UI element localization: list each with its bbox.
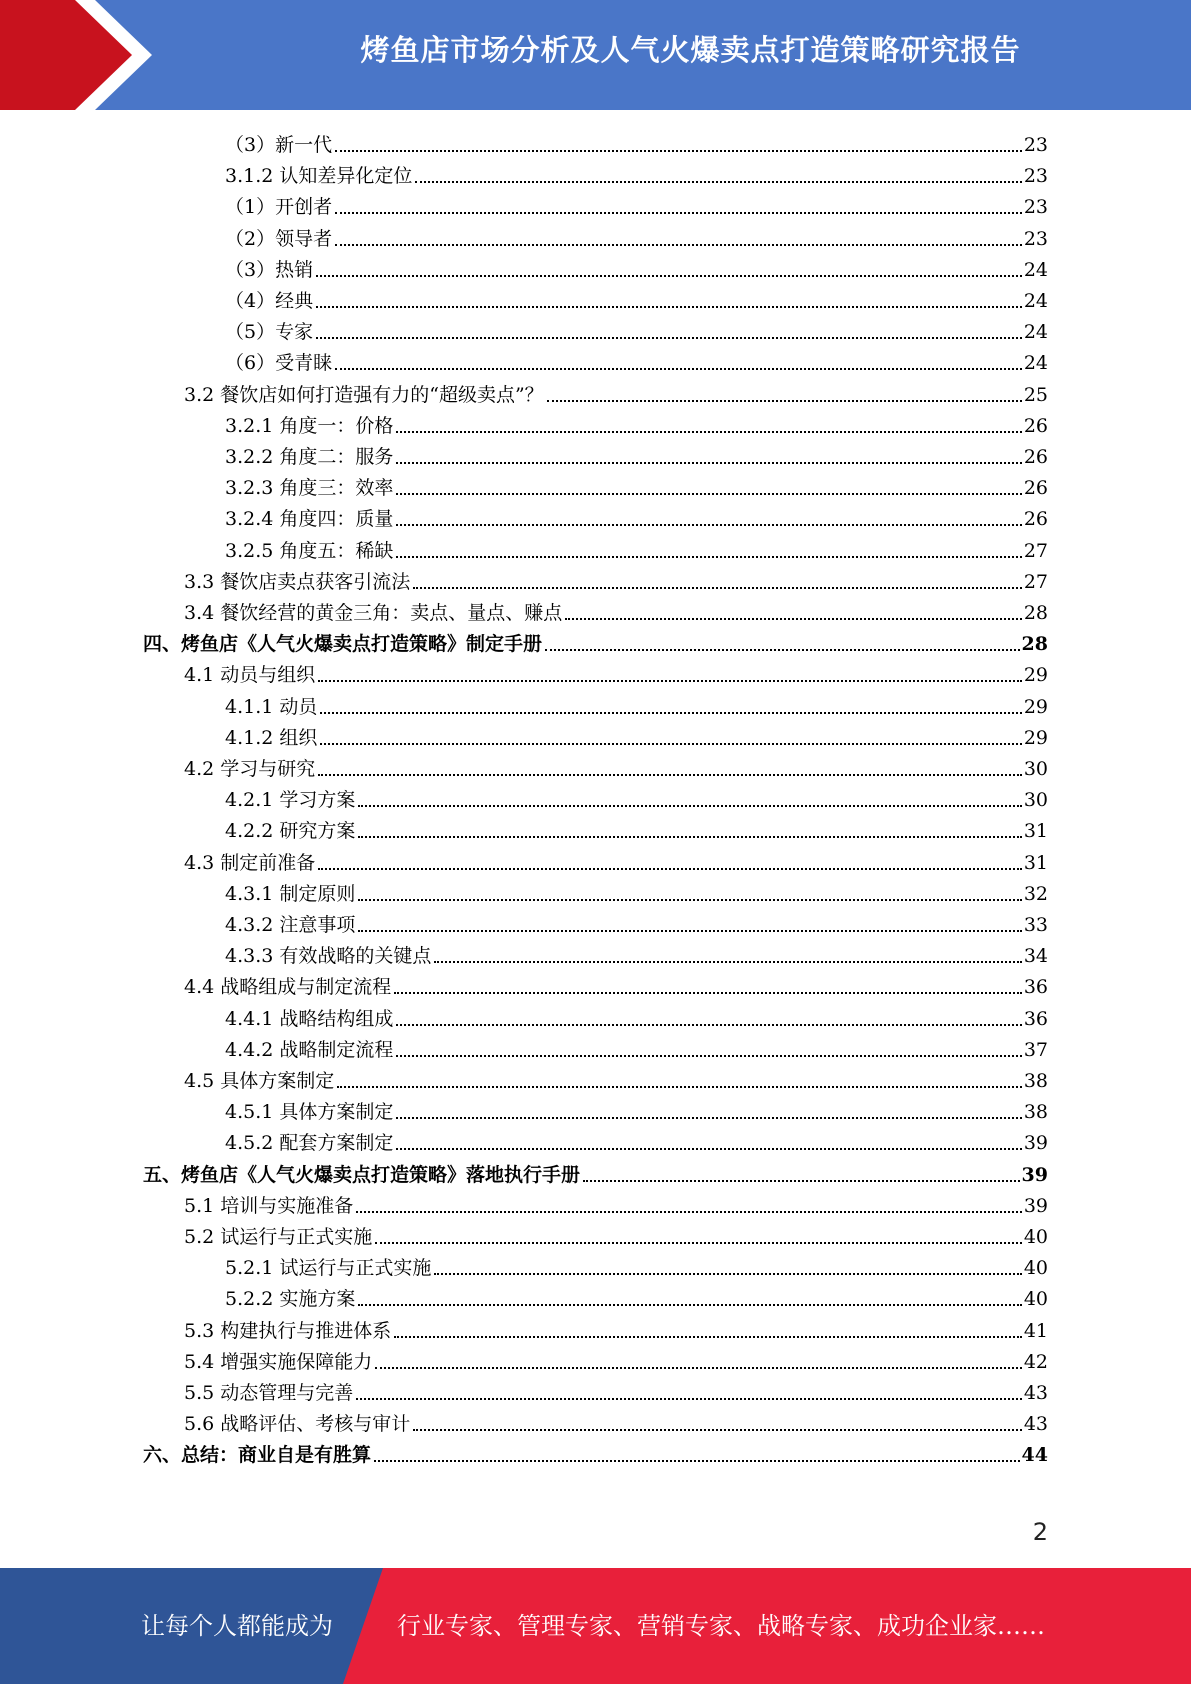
toc-entry-title: 4.3.1 制定原则 — [225, 882, 356, 905]
toc-entry-page: 24 — [1023, 321, 1048, 344]
toc-entry-title: 5.6 战略评估、考核与审计 — [184, 1413, 411, 1436]
toc-entry-title: 4.4.2 战略制定流程 — [225, 1038, 394, 1061]
toc-entry[interactable] — [184, 1374, 1048, 1405]
toc-entry-page: 30 — [1023, 789, 1048, 812]
toc-entry-page: 26 — [1023, 446, 1048, 468]
toc-entry[interactable] — [184, 594, 1048, 625]
toc-entry-title: 四、烤鱼店《人气火爆卖点打造策略》制定手册 — [143, 633, 543, 656]
toc-dot-leader — [434, 960, 1021, 963]
toc-entry-title: 3.3 餐饮店卖点获客引流法 — [184, 570, 411, 593]
toc-entry[interactable] — [184, 1187, 1048, 1218]
toc-entry-page: 39 — [1023, 1194, 1048, 1217]
toc-entry[interactable] — [143, 1436, 1048, 1467]
toc-entry-page: 27 — [1023, 539, 1048, 562]
toc-dot-leader — [375, 1241, 1022, 1244]
toc-entry[interactable] — [225, 906, 1048, 937]
toc-entry-title: 5.5 动态管理与完善 — [184, 1382, 354, 1404]
toc-entry-title: 4.1 动员与组织 — [184, 664, 316, 687]
toc-entry[interactable] — [225, 1093, 1048, 1124]
toc-entry[interactable] — [225, 438, 1048, 469]
toc-dot-leader — [374, 1459, 1020, 1462]
toc-dot-leader — [316, 305, 1022, 308]
toc-entry-page: 36 — [1023, 976, 1048, 999]
toc-entry[interactable] — [225, 875, 1048, 906]
toc-dot-leader — [358, 929, 1021, 932]
toc-entry-page: 24 — [1023, 352, 1048, 375]
toc-dot-leader — [335, 243, 1022, 246]
toc-entry[interactable] — [225, 469, 1048, 500]
toc-dot-leader — [358, 898, 1021, 901]
toc-entry-title: 5.2.1 试运行与正式实施 — [225, 1257, 432, 1280]
toc-entry-title: 3.2.3 角度三：效率 — [225, 477, 394, 500]
toc-entry-page: 43 — [1023, 1382, 1048, 1404]
toc-dot-leader — [396, 523, 1021, 526]
toc-entry[interactable] — [225, 344, 1048, 375]
toc-entry[interactable] — [225, 282, 1048, 313]
toc-entry[interactable] — [225, 313, 1048, 344]
toc-dot-leader — [394, 991, 1022, 994]
toc-entry-page: 29 — [1023, 695, 1048, 718]
toc-entry[interactable] — [225, 251, 1048, 282]
toc-entry[interactable] — [225, 781, 1048, 812]
toc-entry[interactable] — [184, 844, 1048, 875]
toc-entry-page: 23 — [1023, 227, 1048, 250]
toc-entry-title: 4.3.2 注意事项 — [225, 914, 356, 936]
toc-entry-title: （5）专家 — [225, 321, 314, 344]
toc-entry-page: 26 — [1023, 477, 1048, 500]
toc-entry-page: 32 — [1023, 882, 1048, 905]
toc-dot-leader — [396, 461, 1021, 464]
toc-entry-page: 26 — [1023, 414, 1048, 437]
page-footer — [0, 1568, 1191, 1684]
toc-entry[interactable] — [225, 812, 1048, 843]
toc-entry-title: 4.4.1 战略结构组成 — [225, 1007, 394, 1030]
footer-slogan-left: 让每个人都能成为 — [141, 1612, 333, 1640]
toc-entry[interactable] — [225, 937, 1048, 968]
toc-entry-page: 40 — [1023, 1226, 1048, 1248]
toc-entry-page: 40 — [1023, 1257, 1048, 1280]
footer-slogan-right: 行业专家、管理专家、营销专家、战略专家、成功企业家…… — [397, 1612, 1045, 1640]
toc-entry-page: 26 — [1023, 508, 1048, 531]
toc-entry-page: 30 — [1023, 758, 1048, 780]
toc-dot-leader — [318, 679, 1022, 682]
toc-entry-title: 4.3.3 有效战略的关键点 — [225, 945, 432, 968]
toc-entry-page: 29 — [1023, 726, 1048, 749]
toc-dot-leader — [337, 1085, 1022, 1088]
toc-entry-title: 3.2 餐饮店如何打造强有力的“超级卖点”？ — [184, 383, 544, 406]
toc-entry-title: 3.2.1 角度一：价格 — [225, 414, 394, 437]
toc-entry-page: 23 — [1023, 134, 1048, 156]
toc-dot-leader — [394, 1335, 1022, 1338]
toc-entry-page: 33 — [1023, 914, 1048, 936]
toc-entry[interactable] — [225, 500, 1048, 531]
toc-dot-leader — [335, 211, 1022, 214]
toc-dot-leader — [318, 867, 1022, 870]
toc-entry-title: 3.2.5 角度五：稀缺 — [225, 539, 394, 562]
toc-dot-leader — [356, 1210, 1022, 1213]
toc-entry-title: 4.3 制定前准备 — [184, 851, 316, 874]
toc-entry-title: 4.1.2 组织 — [225, 726, 318, 749]
toc-dot-leader — [415, 180, 1021, 183]
toc-entry-page: 39 — [1023, 1132, 1048, 1155]
toc-dot-leader — [358, 804, 1021, 807]
toc-entry-page: 42 — [1023, 1350, 1048, 1373]
toc-entry[interactable] — [184, 656, 1048, 687]
toc-entry-page: 39 — [1021, 1163, 1048, 1186]
toc-dot-leader — [318, 773, 1022, 776]
toc-entry-title: （6）受青睐 — [225, 352, 333, 375]
toc-entry-page: 38 — [1023, 1101, 1048, 1124]
toc-dot-leader — [375, 1366, 1022, 1369]
toc-entry[interactable] — [225, 1000, 1048, 1031]
toc-dot-leader — [545, 648, 1020, 651]
toc-dot-leader — [565, 617, 1022, 620]
toc-entry[interactable] — [225, 407, 1048, 438]
toc-entry-title: （4）经典 — [225, 290, 314, 312]
toc-entry[interactable] — [143, 625, 1048, 656]
toc-entry[interactable] — [184, 1405, 1048, 1436]
toc-entry[interactable] — [184, 1312, 1048, 1343]
toc-dot-leader — [583, 1179, 1020, 1182]
toc-entry[interactable] — [184, 563, 1048, 594]
page-header — [0, 0, 1191, 110]
toc-entry-title: （1）开创者 — [225, 196, 333, 219]
toc-entry-page: 41 — [1023, 1319, 1048, 1342]
toc-entry-title: （3）热销 — [225, 258, 314, 281]
toc-entry[interactable] — [225, 1249, 1048, 1280]
toc-dot-leader — [356, 1397, 1022, 1400]
toc-entry-page: 28 — [1021, 633, 1048, 656]
toc-entry-title: 3.4 餐饮经营的黄金三角：卖点、量点、赚点 — [184, 602, 563, 624]
toc-entry-title: 五、烤鱼店《人气火爆卖点打造策略》落地执行手册 — [143, 1163, 581, 1186]
toc-entry-title: 4.1.1 动员 — [225, 695, 318, 718]
toc-dot-leader — [547, 399, 1022, 402]
toc-entry[interactable] — [225, 1280, 1048, 1311]
toc-dot-leader — [413, 1428, 1022, 1431]
toc-entry-title: 5.2.2 实施方案 — [225, 1288, 356, 1311]
toc-dot-leader — [358, 835, 1021, 838]
toc-entry-title: 3.2.4 角度四：质量 — [225, 508, 394, 531]
toc-entry[interactable] — [225, 719, 1048, 750]
toc-dot-leader — [316, 336, 1022, 339]
toc-entry[interactable] — [143, 1156, 1048, 1187]
report-title: 烤鱼店市场分析及人气火爆卖点打造策略研究报告 — [360, 33, 1021, 67]
toc-dot-leader — [396, 1054, 1021, 1057]
toc-entry[interactable] — [225, 157, 1048, 188]
toc-dot-leader — [320, 711, 1021, 714]
toc-entry[interactable] — [225, 532, 1048, 563]
toc-entry-title: （2）领导者 — [225, 227, 333, 250]
toc-entry[interactable] — [225, 188, 1048, 219]
toc-entry-page: 34 — [1023, 945, 1048, 968]
toc-entry[interactable] — [225, 220, 1048, 251]
toc-dot-leader — [434, 1272, 1021, 1275]
toc-entry[interactable] — [184, 1218, 1048, 1249]
toc-entry-title: 3.2.2 角度二：服务 — [225, 446, 394, 468]
toc-entry-title: 5.2 试运行与正式实施 — [184, 1226, 373, 1248]
toc-entry-page: 37 — [1023, 1038, 1048, 1061]
toc-dot-leader — [320, 742, 1021, 745]
toc-entry-page: 44 — [1021, 1444, 1048, 1467]
toc-entry-title: 5.3 构建执行与推进体系 — [184, 1319, 392, 1342]
toc-entry[interactable] — [225, 1031, 1048, 1062]
toc-dot-leader — [335, 367, 1022, 370]
toc-entry-title: 六、总结：商业自是有胜算 — [143, 1444, 372, 1467]
toc-entry-page: 24 — [1023, 290, 1048, 312]
toc-entry-page: 25 — [1023, 383, 1048, 406]
toc-entry-title: 4.2.1 学习方案 — [225, 789, 356, 812]
toc-entry-title: （3）新一代 — [225, 134, 333, 156]
toc-entry-page: 28 — [1023, 602, 1048, 624]
toc-dot-leader — [396, 1116, 1021, 1119]
toc-entry-title: 5.1 培训与实施准备 — [184, 1194, 354, 1217]
toc-dot-leader — [316, 274, 1022, 277]
toc-entry[interactable] — [184, 750, 1048, 781]
toc-entry-page: 23 — [1023, 196, 1048, 219]
toc-entry-page: 40 — [1023, 1288, 1048, 1311]
toc-entry[interactable] — [225, 1124, 1048, 1155]
toc-entry-title: 4.2.2 研究方案 — [225, 820, 356, 843]
toc-entry-page: 23 — [1023, 165, 1048, 188]
toc-entry-page: 27 — [1023, 570, 1048, 593]
toc-dot-leader — [358, 1303, 1021, 1306]
toc-entry-title: 3.1.2 认知差异化定位 — [225, 165, 413, 188]
toc-dot-leader — [396, 1023, 1021, 1026]
toc-entry[interactable] — [184, 376, 1048, 407]
toc-entry-page: 24 — [1023, 258, 1048, 281]
toc-entry-page: 38 — [1023, 1070, 1048, 1092]
toc-entry-page: 43 — [1023, 1413, 1048, 1436]
toc-dot-leader — [396, 1147, 1021, 1150]
toc-entry-page: 36 — [1023, 1007, 1048, 1030]
toc-entry-title: 5.4 增强实施保障能力 — [184, 1350, 373, 1373]
toc-dot-leader — [396, 555, 1021, 558]
toc-entry-page: 29 — [1023, 664, 1048, 687]
toc-entry-page: 31 — [1023, 851, 1048, 874]
toc-entry-title: 4.4 战略组成与制定流程 — [184, 976, 392, 999]
toc-entry-title: 4.5.2 配套方案制定 — [225, 1132, 394, 1155]
toc-dot-leader — [413, 586, 1022, 589]
toc-entry[interactable] — [184, 1343, 1048, 1374]
toc-dot-leader — [335, 149, 1022, 152]
toc-entry[interactable] — [184, 968, 1048, 999]
toc-dot-leader — [396, 492, 1021, 495]
toc-entry[interactable] — [225, 126, 1048, 157]
toc-entry[interactable] — [225, 688, 1048, 719]
toc-entry-title: 4.5 具体方案制定 — [184, 1070, 335, 1092]
toc-entry-page: 31 — [1023, 820, 1048, 843]
toc-entry-title: 4.2 学习与研究 — [184, 758, 316, 780]
toc-entry-title: 4.5.1 具体方案制定 — [225, 1101, 394, 1124]
toc-dot-leader — [396, 430, 1021, 433]
toc-entry[interactable] — [184, 1062, 1048, 1093]
page-number: 2 — [1032, 1518, 1048, 1546]
